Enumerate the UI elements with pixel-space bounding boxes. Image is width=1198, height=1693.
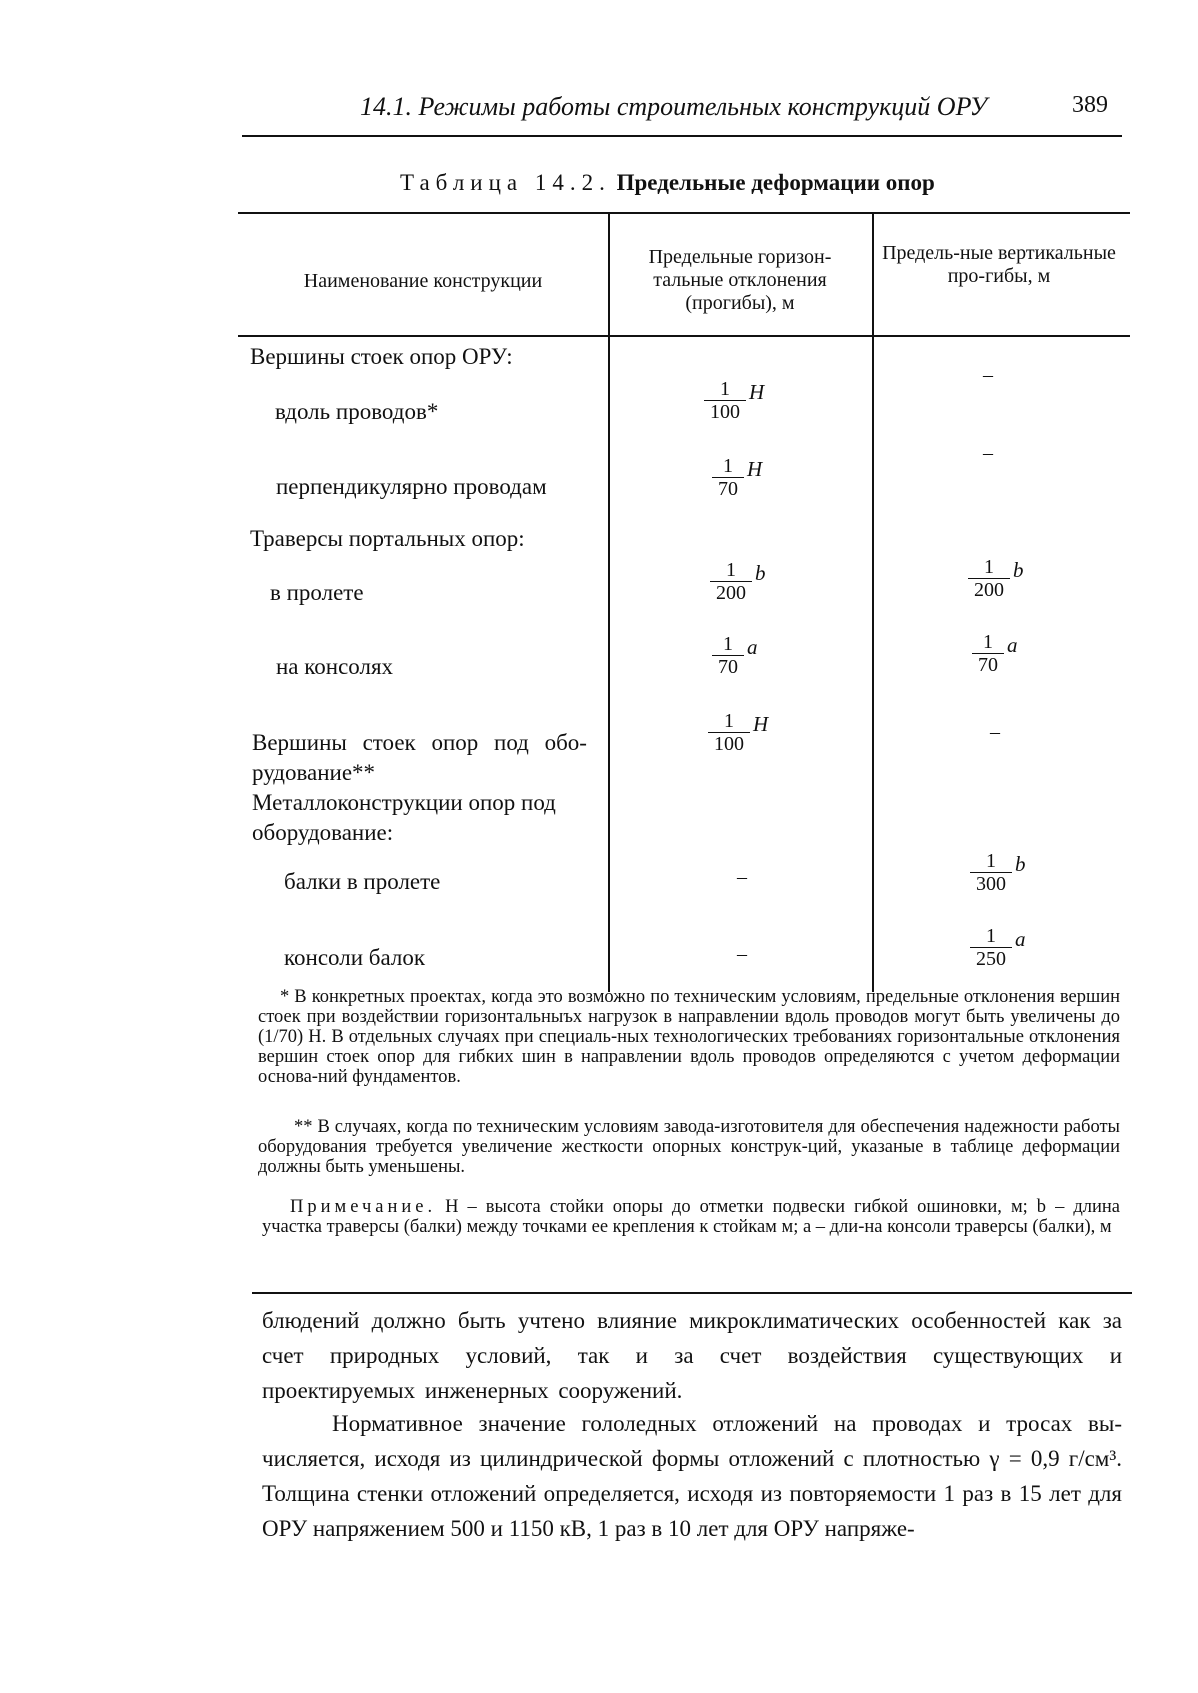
vertical-in-span bbox=[968, 556, 1024, 601]
row-label-perpendicular: перпендикулярно проводам bbox=[276, 474, 547, 499]
fraction-variable: H bbox=[753, 712, 769, 736]
body-paragraph-2: Нормативное значение гололедных отложений на проводах и тросах вы-числяется, исходя из цилиндрической формы отложений с плотностью γ = 0,9 г/см³. Толщина стенки отложений определяется, исходя из повторяемости 1 раз в 15 лет для ОРУ напряжением 500 и 1150 кВ, 1 раз в 10 лет для ОРУ напряже- bbox=[262, 1411, 1122, 1541]
fraction-variable: H bbox=[747, 457, 763, 481]
vertical-beam-consoles bbox=[970, 925, 1026, 970]
fraction-numerator: 1 bbox=[723, 633, 733, 655]
table-footnote-1: * В конкретных проектах, когда это возможно по техническим условиям, предельные отклонения вершин стоек при воздействии горизонтальныъх нагрузок в направлении вдоль проводов могут быть увеличены до (1/70) H. В отдельных случаях при специаль-ных технологических требованиях горизонтальные отклонения вершин стоек опор для гибких шин в направлении вдоль проводов определяются с учетом деформации основа-ний фундаментов. bbox=[258, 987, 1120, 1087]
horizontal-consoles-dash: – bbox=[737, 943, 747, 965]
horizontal-on-consoles bbox=[712, 633, 758, 678]
fraction-denominator: 100 bbox=[708, 732, 750, 755]
fraction-variable: a bbox=[747, 635, 758, 659]
body-paragraph-1: блюдений должно быть учтено влияние микроклиматических особенностей как за счет природных условий, так и за счет воздействия существующих и проектируемых инженерных сооружений. bbox=[262, 1308, 1122, 1403]
horizontal-perpendicular bbox=[712, 455, 762, 500]
fraction-numerator: 1 bbox=[720, 378, 730, 400]
fraction-variable: a bbox=[1007, 633, 1018, 657]
running-header-title: 14.1. Режимы работы строительных конструкций ОРУ bbox=[360, 92, 988, 121]
fraction-denominator: 250 bbox=[970, 947, 1012, 970]
column-header-construction: Наименование конструкции bbox=[303, 270, 543, 292]
fraction-numerator: 1 bbox=[986, 925, 996, 947]
fraction-denominator: 70 bbox=[712, 477, 744, 500]
table-bottom-rule bbox=[252, 1292, 1132, 1294]
row-label-beams-in-span: балки в пролете bbox=[284, 869, 441, 894]
fraction-numerator: 1 bbox=[986, 850, 996, 872]
horizontal-beams-dash: – bbox=[737, 866, 747, 888]
fraction-variable: b bbox=[1015, 852, 1026, 876]
row-label-equipment-tops-line2: рудование** bbox=[252, 760, 376, 785]
vertical-perpendicular-dash: – bbox=[983, 442, 993, 464]
vertical-on-consoles bbox=[972, 631, 1018, 676]
table-column-divider-2 bbox=[872, 212, 874, 992]
table-note-label: Примечание. bbox=[290, 1197, 437, 1217]
table-column-divider-1 bbox=[608, 212, 610, 992]
column-header-horizontal: Предельные горизон-тальные отклонения (прогибы), м bbox=[648, 246, 832, 314]
fraction-numerator: 1 bbox=[724, 710, 734, 732]
fraction-numerator: 1 bbox=[984, 556, 994, 578]
table-note bbox=[262, 1197, 1120, 1237]
row-label-on-consoles: на консолях bbox=[276, 654, 394, 679]
horizontal-in-span bbox=[710, 559, 766, 604]
fraction-numerator: 1 bbox=[723, 455, 733, 477]
row-label-metal-structures-line1: Металлоконструкции опор под bbox=[252, 790, 556, 815]
fraction-denominator: 300 bbox=[970, 872, 1012, 895]
vertical-equipment-tops-dash: – bbox=[990, 721, 1000, 743]
header-rule bbox=[242, 135, 1122, 137]
fraction-variable: b bbox=[1013, 558, 1024, 582]
table-footnote-2: ** В случаях, когда по техническим условиям завода-изготовителя для обеспечения надежности работы оборудования требуется увеличение жесткости опорных конструк-ций, указаные в таблице деформации должны быть уменьшены. bbox=[258, 1117, 1120, 1177]
fraction-denominator: 100 bbox=[704, 400, 746, 423]
row-label-portal-traverses: Траверсы портальных опор: bbox=[250, 526, 525, 551]
row-label-stand-tops: Вершины стоек опор ОРУ: bbox=[250, 344, 513, 369]
fraction-numerator: 1 bbox=[983, 631, 993, 653]
row-label-beam-consoles: консоли балок bbox=[284, 945, 426, 970]
fraction-variable: a bbox=[1015, 927, 1026, 951]
table-caption bbox=[400, 170, 935, 196]
row-label-metal-structures-line2: оборудование: bbox=[252, 820, 394, 845]
fraction-variable: b bbox=[755, 561, 766, 585]
page-number: 389 bbox=[1072, 92, 1108, 118]
fraction-denominator: 70 bbox=[712, 655, 744, 678]
horizontal-along-wires bbox=[704, 378, 764, 423]
table-top-rule bbox=[238, 212, 1130, 214]
fraction-denominator: 200 bbox=[710, 581, 752, 604]
horizontal-equipment-tops bbox=[708, 710, 768, 755]
column-header-vertical: Предель-ные вертикальные про-гибы, м bbox=[882, 242, 1116, 287]
vertical-beams-in-span bbox=[970, 850, 1026, 895]
table-header-rule bbox=[238, 335, 1130, 337]
fraction-denominator: 70 bbox=[972, 653, 1004, 676]
table-note-text: H – высота стойки опоры до отметки подвески гибкой ошиновки, м; b – длина участка траверсы (балки) между точками ее крепления к стойкам м; a – дли-на консоли траверсы (балки), м bbox=[262, 1197, 1120, 1237]
fraction-numerator: 1 bbox=[726, 559, 736, 581]
table-caption-title: Предельные деформации опор bbox=[616, 170, 935, 195]
row-label-in-span: в пролете bbox=[270, 580, 364, 605]
vertical-stand-tops-dash: – bbox=[983, 364, 993, 386]
fraction-denominator: 200 bbox=[968, 578, 1010, 601]
row-label-along-wires: вдоль проводов* bbox=[275, 399, 439, 424]
fraction-variable: H bbox=[749, 380, 765, 404]
table-caption-label: Таблица 14.2. bbox=[400, 170, 611, 195]
row-label-equipment-tops-line1: Вершины стоек опор под обо- bbox=[252, 730, 587, 755]
